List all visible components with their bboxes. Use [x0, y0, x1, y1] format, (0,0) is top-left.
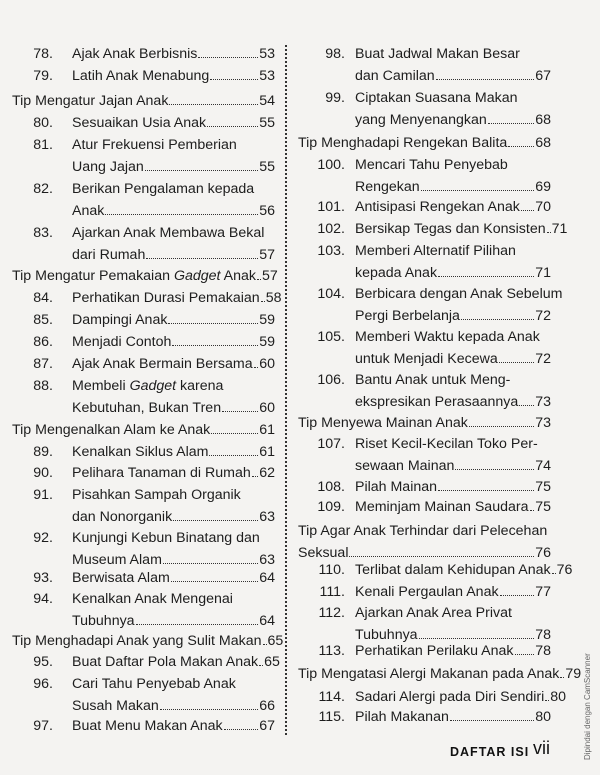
dot-leader: [521, 210, 534, 211]
toc-entry-text: Kebutuhan, Bukan Tren: [72, 399, 222, 416]
item-number: 101.: [317, 199, 345, 215]
toc-entry-text: Seksual: [298, 544, 349, 561]
column-divider: [285, 45, 287, 735]
toc-entry-text: Latih Anak Menabung: [72, 68, 210, 84]
toc-entry[interactable]: [72, 201, 275, 221]
section-heading[interactable]: [12, 91, 275, 111]
toc-entry[interactable]: [72, 157, 275, 177]
toc-entry[interactable]: [355, 477, 551, 497]
dot-leader: [207, 126, 258, 127]
page-ref: 73: [535, 415, 551, 431]
dot-leader: [547, 232, 551, 233]
item-number: 104.: [317, 286, 345, 302]
item-number: 83.: [33, 225, 53, 241]
toc-entry[interactable]: [72, 652, 280, 672]
toc-entry[interactable]: [72, 507, 275, 527]
toc-entry[interactable]: [72, 398, 275, 418]
toc-entry[interactable]: [355, 177, 551, 197]
item-number: 84.: [33, 290, 53, 306]
item-number: 99.: [325, 90, 345, 106]
toc-entry-text: Kunjungi Kebun Binatang dan: [72, 530, 260, 546]
item-number: 90.: [33, 465, 53, 481]
dot-leader: [438, 490, 534, 491]
toc-entry-text: Tip Menghadapi Rengekan Balita: [298, 135, 508, 151]
dot-leader: [169, 104, 258, 105]
dot-leader: [500, 595, 535, 596]
page-ref: 60: [259, 356, 275, 372]
dot-leader: [259, 665, 263, 666]
item-number: 79.: [33, 68, 53, 84]
item-number: 108.: [317, 479, 345, 495]
dot-leader: [488, 123, 534, 124]
toc-entry-text: Atur Frekuensi Pemberian: [72, 137, 237, 153]
toc-entry-text: Menjadi Contoh: [72, 334, 172, 350]
toc-entry-text: dan Camilan: [355, 67, 435, 84]
item-number: 91.: [33, 487, 53, 503]
toc-entry-text: Sesuaikan Usia Anak: [72, 115, 207, 131]
dot-leader: [530, 510, 535, 511]
page-ref: 61: [259, 422, 275, 438]
item-number: 115.: [318, 709, 345, 725]
page-ref: 70: [535, 199, 551, 215]
page-number: vii: [533, 738, 550, 758]
toc-entry-text: Membeli Gadget karena: [72, 378, 224, 394]
dot-leader: [160, 709, 258, 710]
dot-leader: [552, 573, 556, 574]
dot-leader: [519, 405, 534, 406]
item-number: 112.: [318, 605, 345, 621]
dot-leader: [545, 700, 549, 701]
footer-label: DAFTAR ISI: [450, 745, 530, 759]
page-ref: 68: [535, 111, 551, 128]
toc-entry[interactable]: [72, 245, 275, 265]
page-ref: 67: [535, 67, 551, 84]
toc-entry[interactable]: [72, 113, 275, 133]
item-number: 93.: [33, 570, 53, 586]
toc-entry-text: Museum Alam: [72, 551, 162, 568]
page-ref: 71: [535, 264, 551, 281]
toc-entry[interactable]: [72, 310, 275, 330]
item-number: 109.: [317, 499, 345, 515]
item-number: 103.: [317, 243, 345, 259]
toc-entry[interactable]: [355, 497, 551, 517]
page-ref: 73: [535, 393, 551, 410]
page-ref: 74: [535, 457, 551, 474]
toc-entry-text: Sadari Alergi pada Diri Sendiri: [355, 689, 545, 705]
item-number: 102.: [317, 221, 345, 237]
item-number: 85.: [33, 312, 53, 328]
toc-entry-text: Memberi Alternatif Pilihan: [355, 243, 516, 259]
page-ref: 79: [565, 666, 582, 682]
toc-entry[interactable]: [72, 288, 282, 308]
page-ref: 53: [259, 46, 275, 62]
toc-entry-text: Kenali Pergaulan Anak: [355, 584, 499, 600]
dot-leader: [508, 146, 534, 147]
dot-leader: [421, 190, 535, 191]
section-heading[interactable]: [298, 413, 551, 433]
section-heading[interactable]: [12, 631, 284, 651]
dot-leader: [515, 654, 535, 655]
toc-entry-text: Tip Mengatasi Alergi Makanan pada Anak: [298, 666, 560, 682]
page-ref: 75: [535, 499, 551, 515]
dot-leader: [254, 367, 259, 368]
page-ref: 57: [261, 268, 278, 284]
page-ref: 53: [259, 68, 275, 84]
toc-entry-text: ekspresikan Perasaannya: [355, 393, 519, 410]
section-heading[interactable]: [298, 133, 551, 153]
section-heading[interactable]: [12, 266, 278, 286]
page-ref: 69: [535, 178, 551, 195]
toc-entry-text: Ajak Anak Berbisnis: [72, 46, 198, 62]
dot-leader: [252, 476, 258, 477]
section-heading[interactable]: [298, 664, 582, 684]
toc-entry[interactable]: [355, 392, 551, 412]
page-ref: 75: [535, 479, 551, 495]
page-ref: 61: [259, 444, 275, 460]
toc-entry[interactable]: [72, 611, 275, 631]
toc-entry-text: Berbicara dengan Anak Sebelum: [355, 286, 563, 302]
toc-entry-text: Anak: [72, 202, 105, 219]
dot-leader: [168, 323, 258, 324]
toc-entry-text: Kenalkan Anak Mengenai: [72, 591, 233, 607]
dot-leader: [211, 433, 258, 434]
item-number: 82.: [33, 181, 53, 197]
toc-entry-text: Dampingi Anak: [72, 312, 168, 328]
item-number: 94.: [33, 591, 53, 607]
dot-leader: [224, 729, 259, 730]
page-ref: 76: [556, 562, 573, 578]
page-ref: 54: [259, 93, 275, 109]
toc-entry[interactable]: [72, 463, 275, 483]
page-ref: 57: [259, 246, 275, 263]
toc-entry-text: Antisipasi Rengekan Anak: [355, 199, 520, 215]
toc-entry[interactable]: [72, 568, 275, 588]
toc-entry[interactable]: [72, 332, 275, 352]
item-number: 98.: [325, 46, 345, 62]
dot-leader: [419, 638, 535, 639]
dot-leader: [257, 279, 261, 280]
toc-entry[interactable]: [355, 582, 551, 602]
page-ref: 55: [259, 115, 275, 131]
page-ref: 72: [535, 307, 551, 324]
section-heading[interactable]: [12, 420, 275, 440]
dot-leader: [198, 57, 258, 58]
dot-leader: [438, 276, 534, 277]
dot-leader: [172, 345, 258, 346]
toc-entry-text: Pergi Berbelanja: [355, 307, 460, 324]
dot-leader: [263, 644, 267, 645]
scanner-watermark: Dipindai dengan CamScanner: [583, 653, 592, 760]
page-ref: 63: [259, 508, 275, 525]
item-number: 92.: [33, 530, 53, 546]
item-number: 96.: [33, 676, 53, 692]
toc-entry-text: Mencari Tahu Penyebab: [355, 157, 508, 173]
toc-entry[interactable]: [355, 456, 551, 476]
toc-entry[interactable]: [72, 550, 275, 570]
toc-entry[interactable]: [72, 354, 275, 374]
toc-entry[interactable]: [72, 44, 275, 64]
toc-entry-text: Uang Jajan: [72, 158, 144, 175]
page-ref: 68: [535, 135, 551, 151]
dot-leader: [349, 556, 534, 557]
item-number: 81.: [33, 137, 53, 153]
toc-entry-text: Tubuhnya: [355, 626, 418, 643]
dot-leader: [145, 170, 258, 171]
page-ref: 67: [259, 718, 275, 734]
page-ref: 65: [267, 633, 284, 649]
dot-leader: [261, 301, 265, 302]
dot-leader: [461, 319, 534, 320]
item-number: 89.: [33, 444, 53, 460]
dot-leader: [469, 426, 534, 427]
toc-entry[interactable]: [355, 219, 568, 239]
toc-entry-text: Buat Menu Makan Anak: [72, 718, 223, 734]
toc-entry[interactable]: [355, 641, 551, 661]
toc-entry[interactable]: [72, 66, 275, 86]
toc-entry-text: Perhatikan Perilaku Anak: [355, 643, 514, 659]
toc-entry-text: Cari Tahu Penyebab Anak: [72, 676, 236, 692]
item-number: 113.: [318, 643, 345, 659]
toc-entry-text: Tip Menghadapi Anak yang Sulit Makan: [12, 633, 262, 649]
page-ref: 64: [259, 570, 275, 586]
toc-entry-text: Meminjam Mainan Saudara: [355, 499, 529, 515]
page-ref: 72: [535, 350, 551, 367]
page-ref: 77: [535, 584, 551, 600]
toc-entry-text: Pilah Makanan: [355, 709, 449, 725]
page-ref: 80: [550, 689, 567, 705]
item-number: 107.: [317, 436, 345, 452]
toc-entry[interactable]: [355, 66, 551, 86]
toc-entry-text: Berwisata Alam: [72, 570, 170, 586]
toc-entry[interactable]: [72, 716, 275, 736]
page-ref: 71: [551, 221, 568, 237]
toc-entry-text: Ciptakan Suasana Makan: [355, 90, 518, 106]
dot-leader: [171, 581, 258, 582]
item-number: 110.: [318, 562, 345, 578]
page-ref: 59: [259, 334, 275, 350]
page-ref: 63: [259, 551, 275, 568]
item-number: 106.: [317, 372, 345, 388]
page-ref: 58: [265, 290, 282, 306]
item-number: 95.: [33, 654, 53, 670]
toc-entry-text: Ajak Anak Bermain Bersama: [72, 356, 253, 372]
toc-entry-text: Pisahkan Sampah Organik: [72, 487, 241, 503]
dot-leader: [222, 411, 258, 412]
dot-leader: [455, 469, 534, 470]
page-ref: 62: [259, 465, 275, 481]
toc-entry[interactable]: [355, 306, 551, 326]
toc-entry-text: Perhatikan Durasi Pemakaian: [72, 290, 260, 306]
dot-leader: [146, 258, 258, 259]
page-ref: 80: [535, 709, 551, 725]
page-ref: 65: [264, 654, 280, 670]
toc-entry[interactable]: [355, 197, 551, 217]
toc-entry-text: Tip Mengenalkan Alam ke Anak: [12, 422, 211, 438]
toc-entry-text: Tip Menyewa Mainan Anak: [298, 415, 468, 431]
page-ref: 56: [259, 202, 275, 219]
dot-leader: [210, 79, 258, 80]
page-ref: 78: [535, 643, 551, 659]
toc-entry[interactable]: [72, 442, 275, 462]
dot-leader: [105, 214, 258, 215]
item-number: 86.: [33, 334, 53, 350]
toc-entry[interactable]: [355, 110, 551, 130]
toc-entry-text: Kenalkan Siklus Alam: [72, 444, 209, 460]
toc-entry-text: Rengekan: [355, 178, 420, 195]
section-heading: Tip Agar Anak Terhindar dari Pelecehan: [298, 523, 548, 539]
toc-entry-text: Terlibat dalam Kehidupan Anak: [355, 562, 551, 578]
dot-leader: [136, 624, 259, 625]
toc-entry[interactable]: [355, 560, 573, 580]
dot-leader: [499, 362, 534, 363]
toc-entry-text: Buat Daftar Pola Makan Anak: [72, 654, 259, 670]
toc-entry-text: Buat Jadwal Makan Besar: [355, 46, 520, 62]
dot-leader: [436, 79, 535, 80]
toc-entry-text: untuk Menjadi Kecewa: [355, 350, 498, 367]
toc-entry-text: Tubuhnya: [72, 612, 135, 629]
toc-entry-text: Tip Mengatur Pemakaian Gadget Anak: [12, 268, 256, 284]
toc-entry-text: Ajarkan Anak Area Privat: [355, 605, 512, 621]
item-number: 111.: [319, 584, 345, 600]
page-ref: 64: [259, 612, 275, 629]
item-number: 114.: [318, 689, 345, 705]
item-number: 80.: [33, 115, 53, 131]
toc-entry-text: Ajarkan Anak Membawa Bekal: [72, 225, 265, 241]
item-number: 97.: [33, 718, 53, 734]
item-number: 87.: [33, 356, 53, 372]
page-ref: 59: [259, 312, 275, 328]
toc-entry-text: yang Menyenangkan: [355, 111, 487, 128]
toc-entry-text: Susah Makan: [72, 697, 159, 714]
dot-leader: [209, 455, 258, 456]
toc-entry-text: Memberi Waktu kepada Anak: [355, 329, 540, 345]
toc-entry[interactable]: [355, 349, 551, 369]
toc-entry-text: dari Rumah: [72, 246, 146, 263]
page-ref: 78: [535, 626, 551, 643]
toc-entry-text: sewaan Mainan: [355, 457, 455, 474]
toc-entry-text: Pelihara Tanaman di Rumah: [72, 465, 251, 481]
item-number: 88.: [33, 378, 53, 394]
toc-entry-text: Tip Mengatur Jajan Anak: [12, 93, 169, 109]
page-ref: 55: [259, 158, 275, 175]
page-ref: 60: [259, 399, 275, 416]
toc-entry-text: Bersikap Tegas dan Konsisten: [355, 221, 546, 237]
dot-leader: [560, 677, 564, 678]
page-ref: 76: [535, 544, 551, 561]
dot-leader: [450, 720, 534, 721]
toc-entry-text: Berikan Pengalaman kepada: [72, 181, 255, 197]
toc-entry[interactable]: [72, 696, 275, 716]
item-number: 100.: [317, 157, 345, 173]
toc-entry-text: Bantu Anak untuk Meng-: [355, 372, 511, 388]
toc-entry[interactable]: [355, 687, 567, 707]
page-ref: 66: [259, 697, 275, 714]
item-number: 105.: [317, 329, 345, 345]
dot-leader: [173, 520, 258, 521]
toc-entry[interactable]: [355, 263, 551, 283]
dot-leader: [163, 563, 258, 564]
toc-entry[interactable]: [355, 707, 551, 727]
item-number: 78.: [33, 46, 53, 62]
toc-entry-text: dan Nonorganik: [72, 508, 173, 525]
toc-entry-text: kepada Anak: [355, 264, 438, 281]
toc-entry-text: Pilah Mainan: [355, 479, 438, 495]
toc-entry-text: Riset Kecil-Kecilan Toko Per-: [355, 436, 538, 452]
